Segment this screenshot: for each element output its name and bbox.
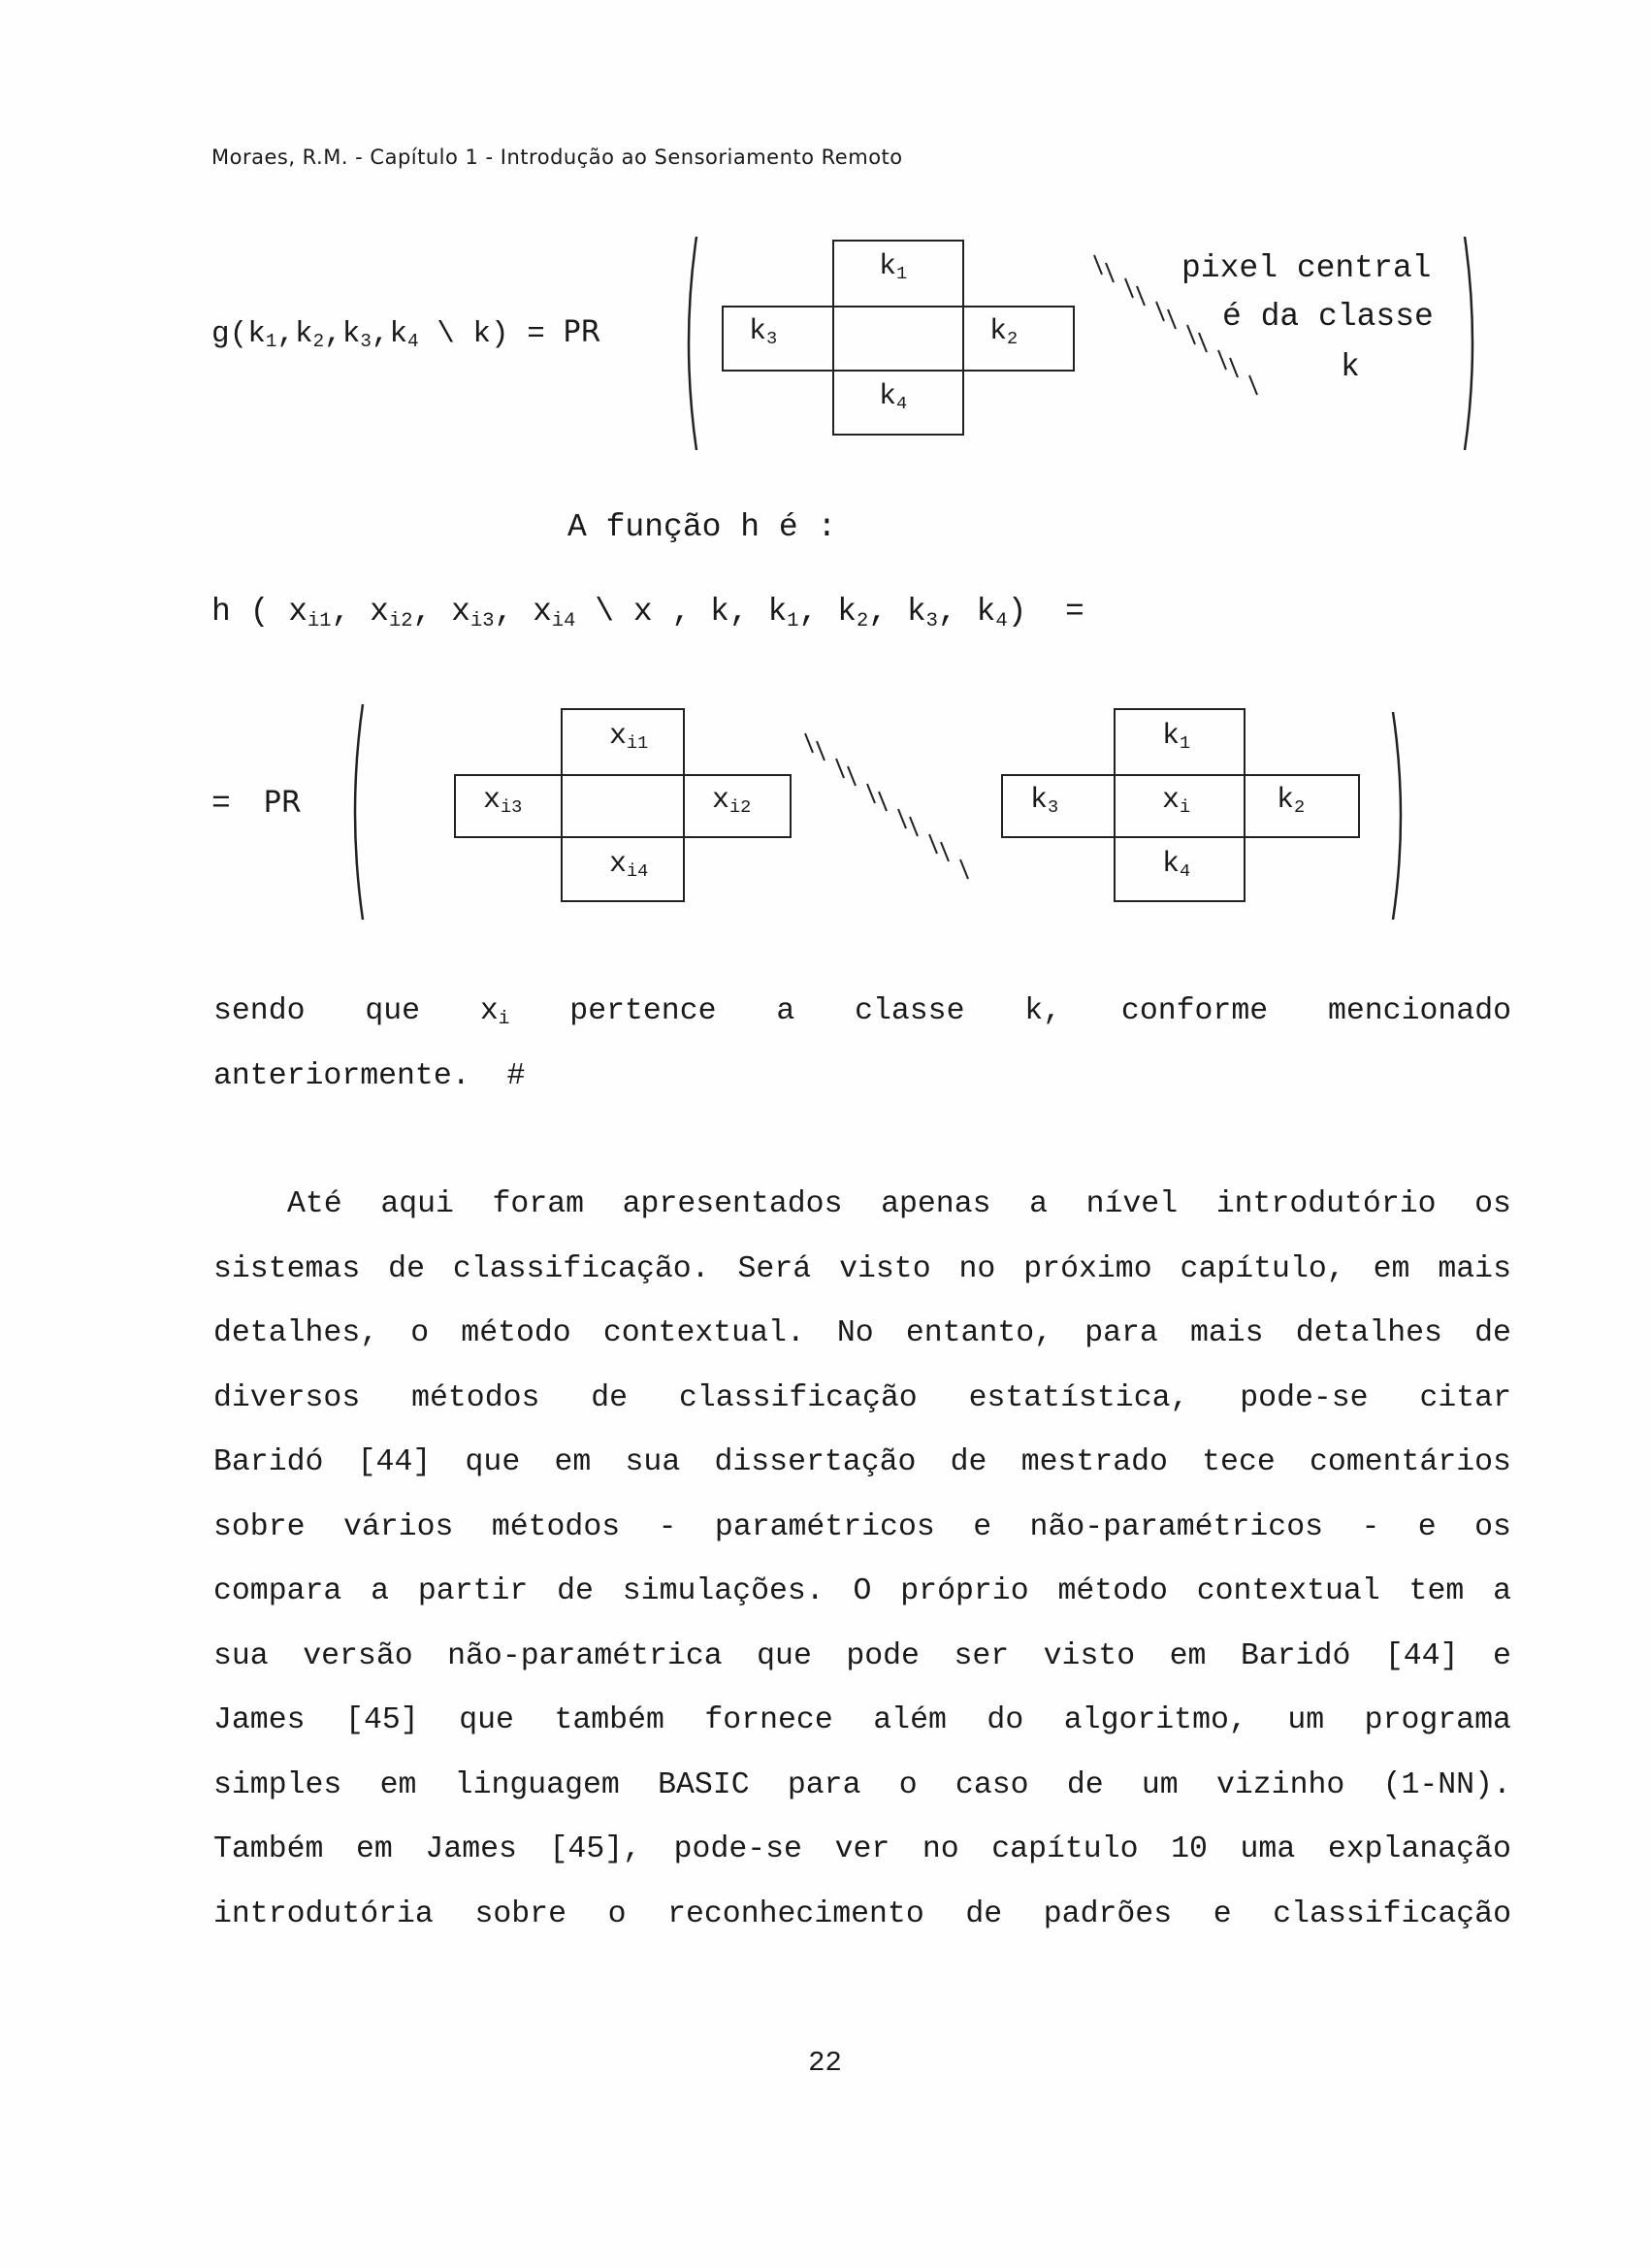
paragraph-line: Até aqui foram apresentados apenas a nível introdutório os [287, 1187, 1511, 1221]
g-sub-3: 3 [360, 331, 372, 353]
right-paren-g [1457, 233, 1486, 454]
cross-kc-right-label: $k_2$ [1277, 784, 1306, 819]
sendo-line-2: anteriormente. # [213, 1058, 526, 1093]
sendo-block [213, 980, 1511, 1109]
running-header: Moraes, R.M. - Capítulo 1 - Introdução ao Sensoriamento Remoto [211, 146, 903, 169]
left-paren-g [675, 233, 704, 454]
formula-pr-lhs [211, 786, 302, 822]
paragraph-line: James [45] que também fornece além do algoritmo, um programa [213, 1703, 1511, 1737]
paragraph-line: detalhes, o método contextual. No entanto, para mais detalhes de [213, 1316, 1511, 1350]
cross-x-top-label: $x_{i1}$ [609, 720, 649, 755]
page-number: 22 [808, 2047, 842, 2079]
cross-kc-top-label: $k_1$ [1162, 720, 1191, 755]
left-paren-pr [341, 700, 371, 923]
g-sub-2: 2 [312, 331, 325, 353]
sendo-line-1: sendo que $x_i$ pertence a classe k, conforme mencionado [213, 994, 1511, 1030]
cross-kc-center-label: $x_i$ [1162, 784, 1191, 819]
right-paren-pr [1385, 708, 1414, 923]
cross-k-center-cell [832, 306, 964, 372]
cross-x-bottom-label: $x_{i4}$ [609, 848, 649, 883]
cross-kc-bottom-label: $k_4$ [1162, 848, 1191, 883]
cross-k-bottom-label: $k_4$ [879, 380, 908, 415]
cross-k-right-label: $k_2$ [989, 315, 1019, 350]
g-sep-2: ,k [324, 317, 361, 351]
pr-symbol: PR [263, 786, 302, 820]
cross-k-top-label: $k_1$ [879, 250, 908, 285]
g-tail: \ k) = [418, 317, 564, 351]
note-line-1: pixel central [1181, 250, 1432, 286]
cross-x-left-label: $x_{i3}$ [483, 784, 523, 819]
function-h-intro: A função h é : [567, 509, 837, 545]
note-line-3: k [1341, 349, 1360, 385]
g-sep-3: ,k [371, 317, 408, 351]
paragraph-line: compara a partir de simulações. O próprio método contextual tem a [213, 1574, 1511, 1608]
paragraph-line: diversos métodos de classificação estatística, pode-se citar [213, 1380, 1511, 1415]
cross-kc-left-label: $k_3$ [1030, 784, 1059, 819]
paragraph-line: introdutória sobre o reconhecimento de padrões e classificação [213, 1896, 1511, 1931]
paragraph-line: Também em James [45], pode-se ver no capítulo 10 uma explanação [213, 1832, 1511, 1866]
formula-h: h ( $x_{i1}$, $x_{i2}$, $x_{i3}$, $x_{i4}$ \ x , k, $k_1$, $k_2$, $k_3$, $k_4$) = [211, 594, 1084, 632]
cross-x-center-cell [561, 774, 685, 838]
g-sub-1: 1 [265, 331, 277, 353]
body-paragraph [213, 1173, 1511, 1947]
cross-k-left-label: $k_3$ [749, 315, 778, 350]
paragraph-line: Baridó [44] que em sua dissertação de mestrado tece comentários [213, 1445, 1511, 1479]
formula-g-lhs [211, 315, 600, 351]
paragraph-line: sobre vários métodos - paramétricos e não-paramétricos - e os [213, 1509, 1511, 1544]
equals-sign: = [211, 786, 250, 822]
paragraph-line: simples em linguagem BASIC para o caso de um vizinho (1-NN). [213, 1767, 1511, 1802]
note-line-2: é da classe [1222, 299, 1434, 335]
diagonal-dots-pr [797, 729, 1011, 923]
paragraph-line: sistemas de classificação. Será visto no próximo capítulo, em mais [213, 1251, 1511, 1286]
g-pr: PR [563, 315, 601, 349]
paragraph-line: sua versão não-paramétrica que pode ser visto em Baridó [44] e [213, 1638, 1511, 1673]
cross-x-right-label: $x_{i2}$ [712, 784, 752, 819]
g-sub-4: 4 [407, 331, 419, 353]
g-sep-1: ,k [276, 317, 313, 351]
g-part: g(k [211, 317, 266, 351]
